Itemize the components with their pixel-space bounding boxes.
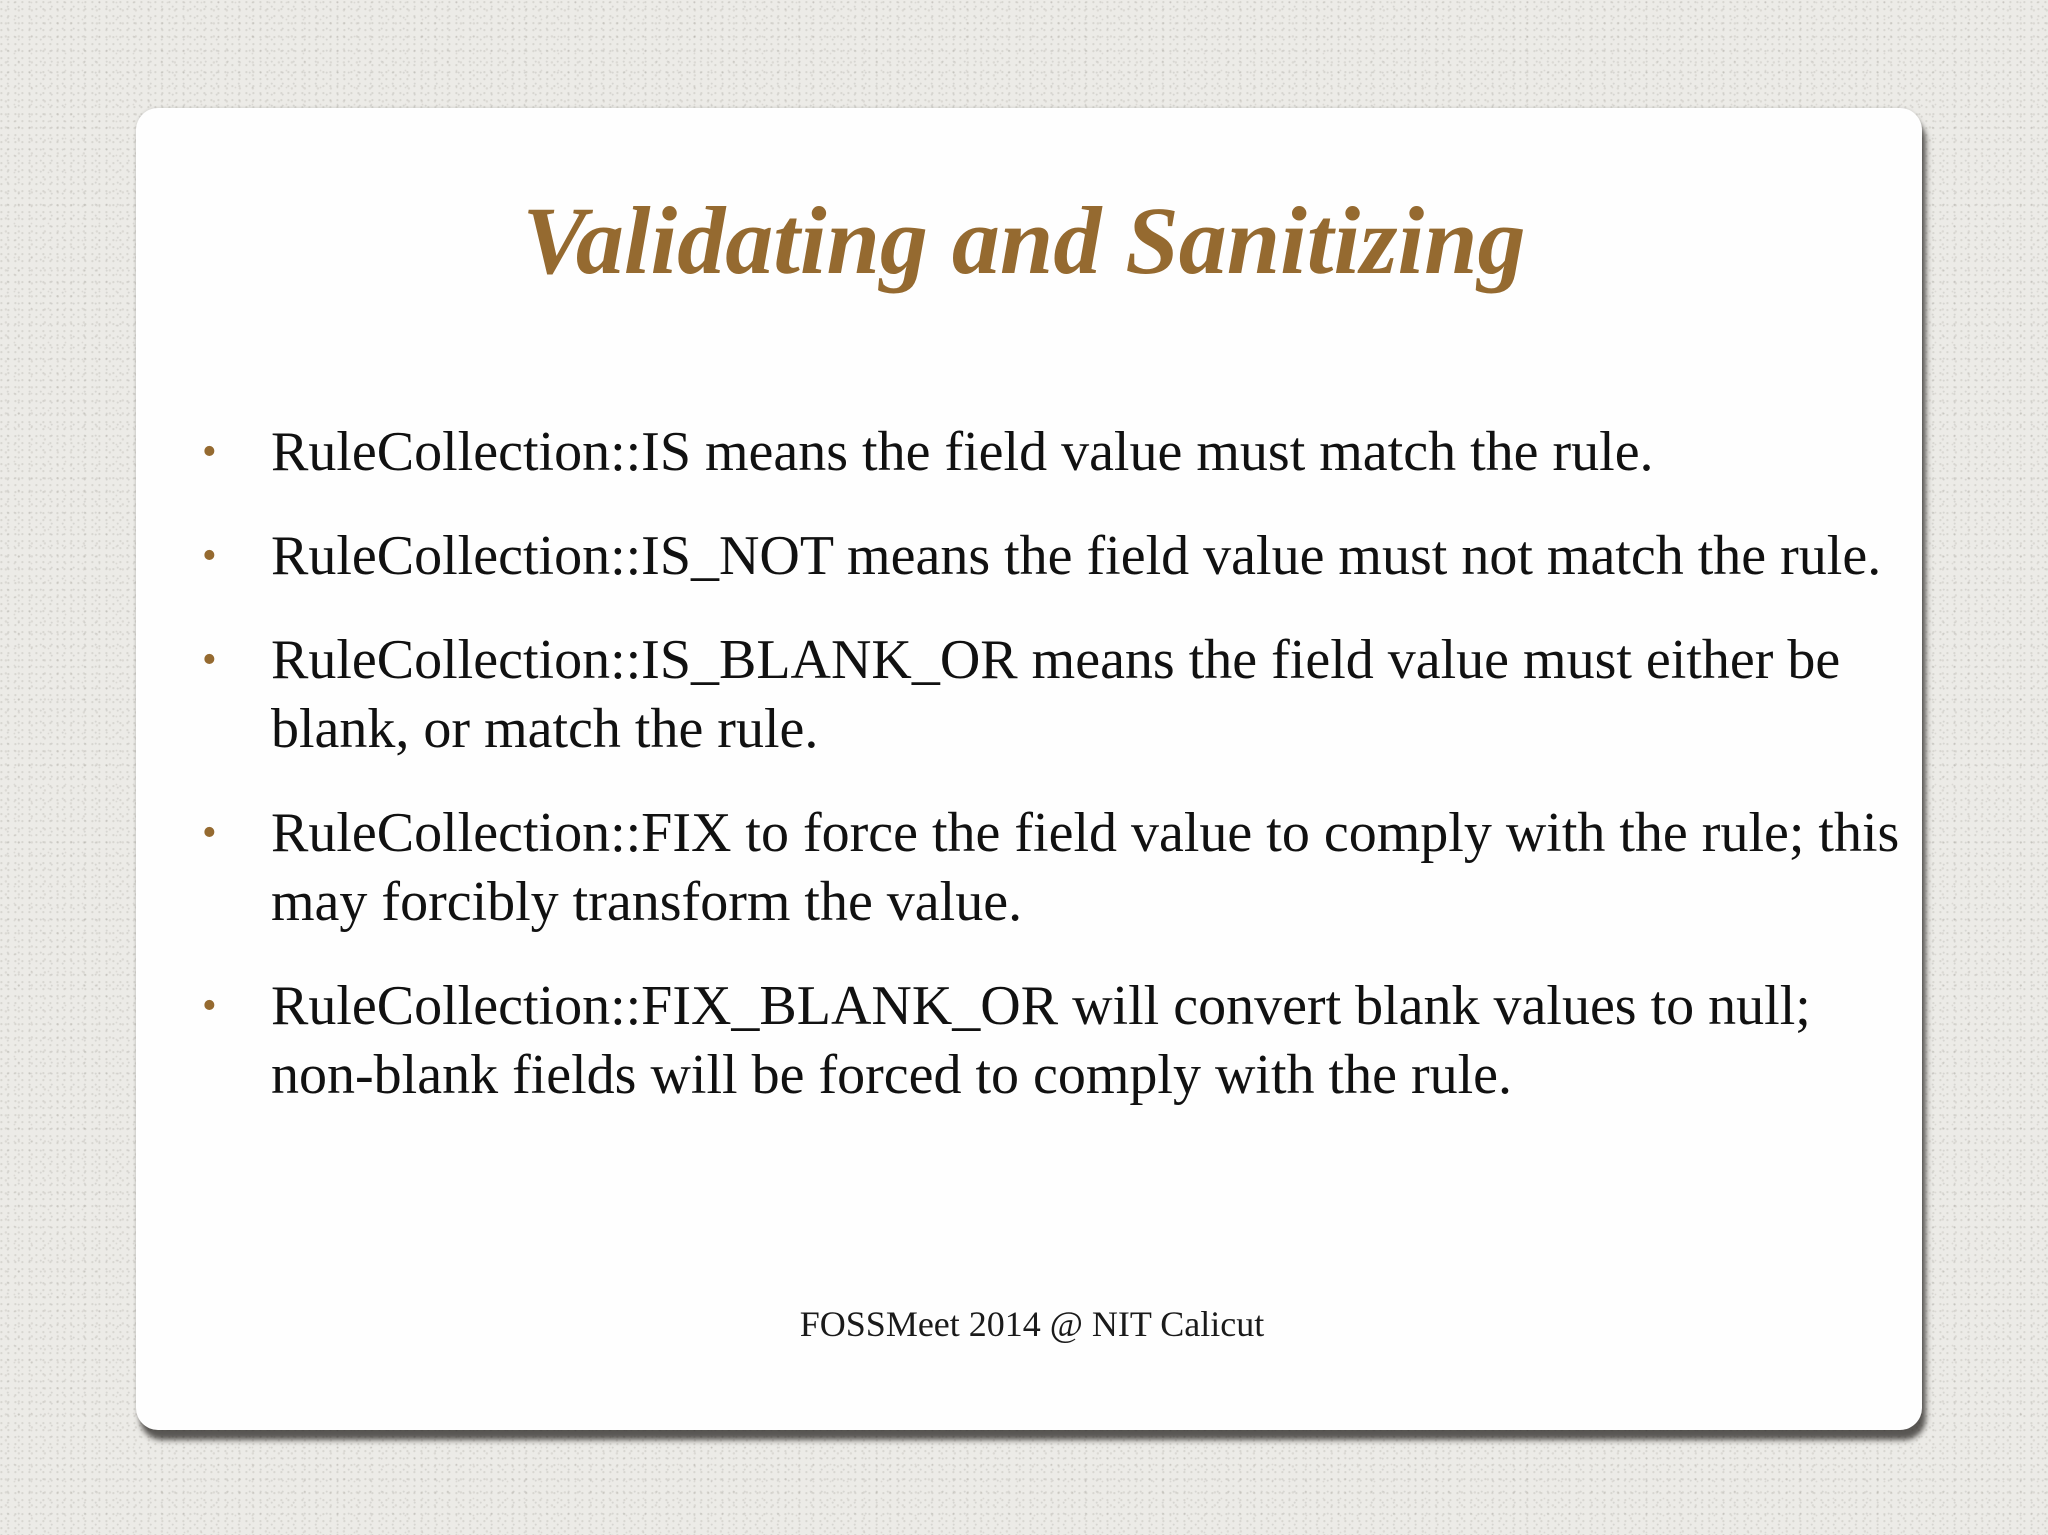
bullet-marker-icon: •	[202, 533, 217, 579]
bullet-item-is	[202, 418, 1902, 487]
bullet-text: RuleCollection::FIX_BLANK_OR will convert blank values to null; non-blank fields will be forced to comply with the rule.	[271, 975, 1811, 1106]
bullet-item-is-blank-or	[202, 626, 1902, 764]
bullet-text: RuleCollection::FIX to force the field value to comply with the rule; this may forcibly transform the value.	[271, 802, 1900, 933]
bullet-marker-icon: •	[202, 429, 217, 475]
bullet-marker-icon: •	[202, 810, 217, 856]
bullet-text: RuleCollection::IS_BLANK_OR means the field value must either be blank, or match the rule.	[271, 629, 1841, 760]
bullet-item-fix-blank-or	[202, 972, 1902, 1110]
bullet-text: RuleCollection::IS_NOT means the field value must not match the rule.	[271, 525, 1882, 587]
bullet-item-is-not	[202, 522, 1902, 591]
bullet-item-fix	[202, 799, 1902, 937]
bullet-text: RuleCollection::IS means the field value must match the rule.	[271, 421, 1654, 483]
slide-title: Validating and Sanitizing	[522, 187, 1526, 294]
bullet-marker-icon: •	[202, 637, 217, 683]
bullet-list	[202, 418, 1902, 1145]
slide-footer: FOSSMeet 2014 @ NIT Calicut	[799, 1304, 1265, 1344]
bullet-marker-icon: •	[202, 983, 217, 1029]
